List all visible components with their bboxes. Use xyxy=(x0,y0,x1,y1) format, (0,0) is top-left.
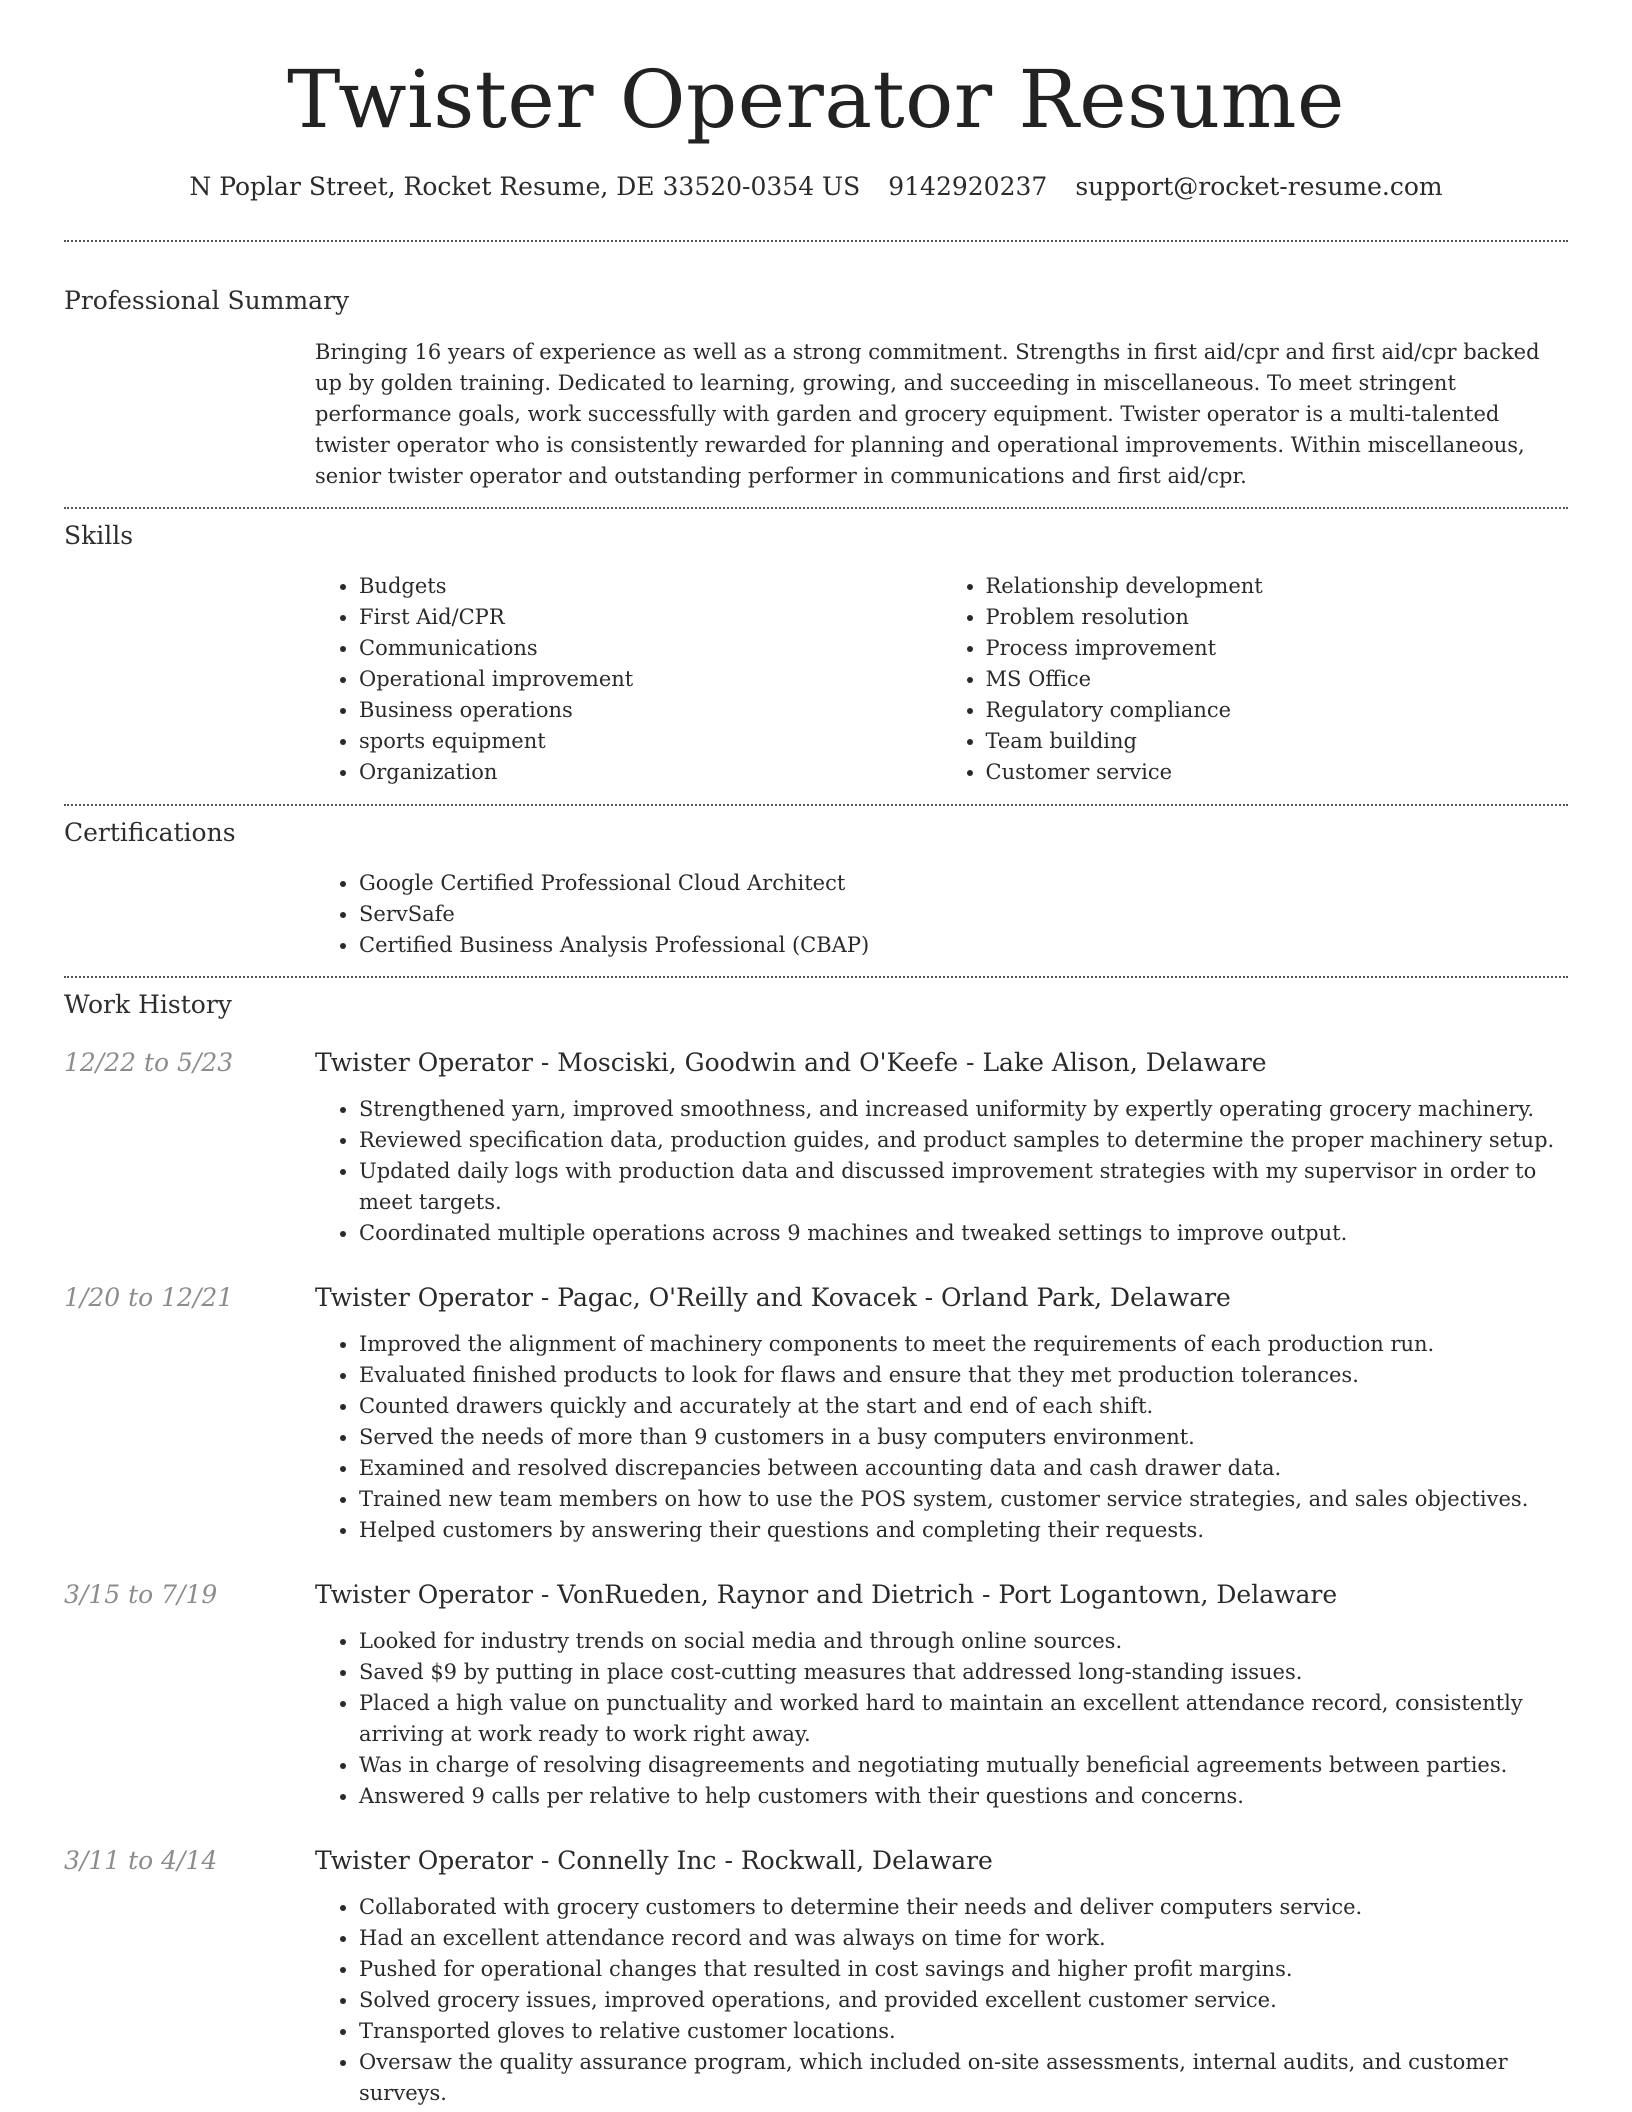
certification-item: • ServSafe xyxy=(359,899,1568,930)
job-bullet: • Pushed for operational changes that resulted in cost savings and higher profit margins. xyxy=(359,1954,1568,1985)
job-bullet: • Trained new team members on how to use the POS system, customer service strategies, and sales objectives. xyxy=(359,1484,1568,1515)
summary-section xyxy=(64,284,1568,492)
certification-item: • Certified Business Analysis Professional (CBAP) xyxy=(359,930,1568,961)
divider xyxy=(64,976,1568,978)
job-entry xyxy=(64,1844,1568,2109)
skill-item: • Regulatory compliance xyxy=(986,695,1569,726)
job-title: Twister Operator - VonRueden, Raynor and Dietrich - Port Logantown, Delaware xyxy=(315,1580,1338,1609)
skill-item: • Communications xyxy=(359,633,942,664)
job-bullet: • Collaborated with grocery customers to determine their needs and deliver computers service. xyxy=(359,1892,1568,1923)
job-bullet: • Improved the alignment of machinery components to meet the requirements of each production run. xyxy=(359,1329,1568,1360)
skill-item: • Relationship development xyxy=(986,571,1569,602)
divider xyxy=(64,240,1568,242)
contact-line xyxy=(64,170,1568,204)
section-heading: Professional Summary xyxy=(64,286,350,315)
job-bullets xyxy=(315,1892,1568,2109)
skill-item: • Operational improvement xyxy=(359,664,942,695)
job-bullets xyxy=(315,1626,1568,1812)
job-bullet: • Transported gloves to relative customer locations. xyxy=(359,2016,1568,2047)
skill-item: • MS Office xyxy=(986,664,1569,695)
job-title: Twister Operator - Pagac, O'Reilly and Kovacek - Orland Park, Delaware xyxy=(315,1283,1231,1312)
job-dates: 12/22 to 5/23 xyxy=(64,1048,234,1077)
job-bullets xyxy=(315,1329,1568,1546)
job-header xyxy=(64,1844,1568,1878)
skill-item: • Budgets xyxy=(359,571,942,602)
skills-list-left xyxy=(315,571,942,788)
job-bullets xyxy=(315,1094,1568,1249)
section-heading: Certifications xyxy=(64,818,236,847)
work-history-section xyxy=(64,988,1568,2109)
skill-item: • Problem resolution xyxy=(986,602,1569,633)
job-bullet: • Helped customers by answering their questions and completing their requests. xyxy=(359,1515,1568,1546)
skills-section xyxy=(64,519,1568,788)
job-bullet: • Looked for industry trends on social media and through online sources. xyxy=(359,1626,1568,1657)
skill-item: • Process improvement xyxy=(986,633,1569,664)
job-bullet: • Oversaw the quality assurance program, which included on-site assessments, internal audits, and customer surveys. xyxy=(359,2047,1568,2109)
job-bullet: • Coordinated multiple operations across 9 machines and tweaked settings to improve output. xyxy=(359,1218,1568,1249)
job-dates: 3/11 to 4/14 xyxy=(64,1846,218,1875)
job-bullet: • Counted drawers quickly and accurately at the start and end of each shift. xyxy=(359,1391,1568,1422)
job-bullet: • Had an excellent attendance record and was always on time for work. xyxy=(359,1923,1568,1954)
job-bullet: • Was in charge of resolving disagreements and negotiating mutually beneficial agreements between parties. xyxy=(359,1750,1568,1781)
job-bullet: • Examined and resolved discrepancies between accounting data and cash drawer data. xyxy=(359,1453,1568,1484)
skill-item: • Team building xyxy=(986,726,1569,757)
certifications-list xyxy=(315,868,1568,961)
section-heading: Work History xyxy=(64,990,232,1019)
resume-page xyxy=(64,0,1568,2109)
job-bullet: • Saved $9 by putting in place cost-cutting measures that addressed long-standing issues. xyxy=(359,1657,1568,1688)
job-bullet: • Solved grocery issues, improved operations, and provided excellent customer service. xyxy=(359,1985,1568,2016)
skill-item: • First Aid/CPR xyxy=(359,602,942,633)
contact-address: N Poplar Street, Rocket Resume, DE 33520-0354 US xyxy=(189,172,861,201)
job-bullet: • Strengthened yarn, improved smoothness, and increased uniformity by expertly operating grocery machinery. xyxy=(359,1094,1568,1125)
skill-item: • Business operations xyxy=(359,695,942,726)
job-bullet: • Updated daily logs with production data and discussed improvement strategies with my supervisor in order to meet targets. xyxy=(359,1156,1568,1218)
job-bullet: • Reviewed specification data, production guides, and product samples to determine the proper machinery setup. xyxy=(359,1125,1568,1156)
summary-text: Bringing 16 years of experience as well as a strong commitment. Strengths in first aid/cpr and first aid/cpr backed up by golden training. Dedicated to learning, growing, and succeeding in miscellaneous. To meet stringent performance goals, work successfully with garden and grocery equipment. Twister operator is a multi-talented twister operator who is consistently rewarded for planning and operational improvements. Within miscellaneous, senior twister operator and outstanding performer in communications and first aid/cpr. xyxy=(315,340,1540,488)
job-bullet: • Answered 9 calls per relative to help customers with their questions and concerns. xyxy=(359,1781,1568,1812)
job-bullet: • Placed a high value on punctuality and worked hard to maintain an excellent attendance record, consistently arriving at work ready to work right away. xyxy=(359,1688,1568,1750)
job-header xyxy=(64,1281,1568,1315)
job-bullet: • Served the needs of more than 9 customers in a busy computers environment. xyxy=(359,1422,1568,1453)
job-entry xyxy=(64,1578,1568,1812)
job-entry xyxy=(64,1046,1568,1249)
contact-email: support@rocket-resume.com xyxy=(1075,172,1443,201)
skill-item: • Customer service xyxy=(986,757,1569,788)
job-title: Twister Operator - Connelly Inc - Rockwall, Delaware xyxy=(315,1846,993,1875)
job-title: Twister Operator - Mosciski, Goodwin and O'Keefe - Lake Alison, Delaware xyxy=(315,1048,1267,1077)
divider xyxy=(64,804,1568,806)
skills-list-right xyxy=(942,571,1569,788)
certifications-section xyxy=(64,816,1568,961)
certification-item: • Google Certified Professional Cloud Architect xyxy=(359,868,1568,899)
job-dates: 1/20 to 12/21 xyxy=(64,1283,234,1312)
skill-item: • sports equipment xyxy=(359,726,942,757)
skill-item: • Organization xyxy=(359,757,942,788)
divider xyxy=(64,507,1568,509)
contact-phone: 9142920237 xyxy=(888,172,1048,201)
job-header xyxy=(64,1578,1568,1612)
job-dates: 3/15 to 7/19 xyxy=(64,1580,218,1609)
section-heading: Skills xyxy=(64,521,134,550)
job-bullet: • Evaluated finished products to look for flaws and ensure that they met production tolerances. xyxy=(359,1360,1568,1391)
skills-columns xyxy=(315,571,1568,788)
resume-title: Twister Operator Resume xyxy=(287,53,1345,146)
job-entry xyxy=(64,1281,1568,1546)
job-header xyxy=(64,1046,1568,1080)
